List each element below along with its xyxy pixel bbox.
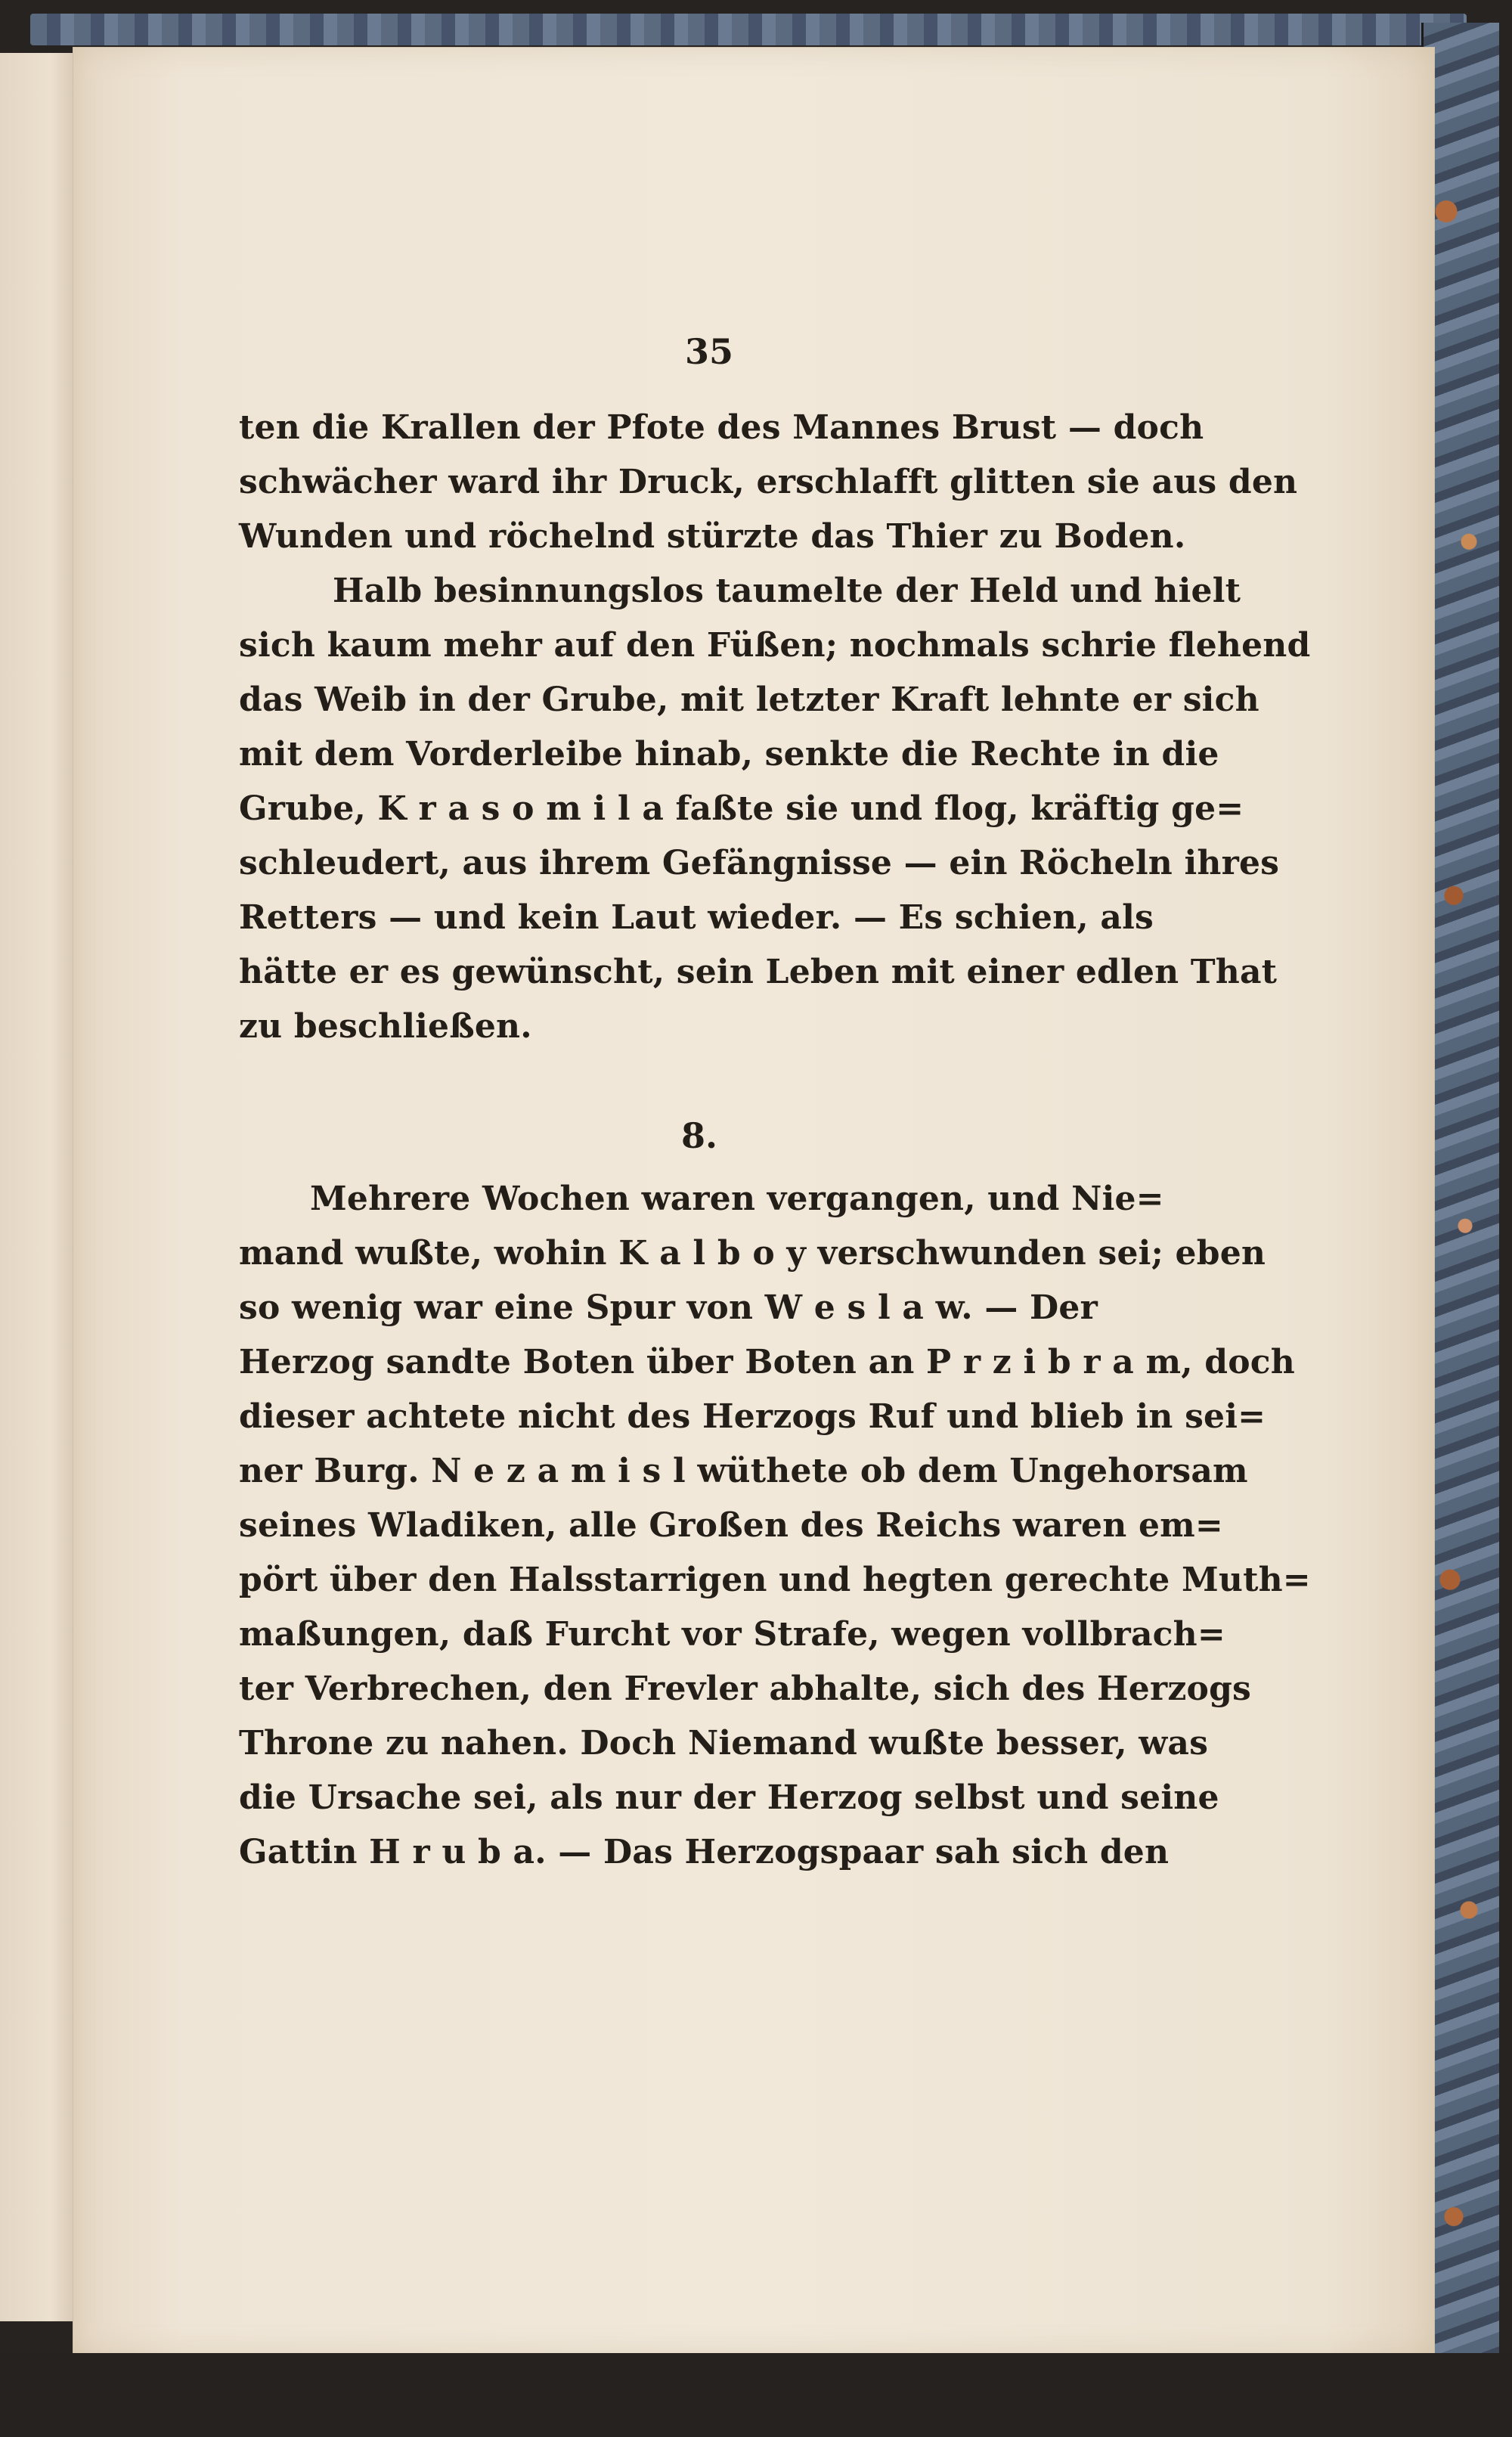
text-line: hätte er es gewünscht, sein Leben mit einer edlen That	[239, 953, 1278, 991]
page-number: 35	[684, 331, 733, 372]
text-line: mit dem Vorderleibe hinab, senkte die Rechte in die	[239, 735, 1219, 774]
text-line: pört über den Halsstarrigen und hegten gerechte Muth=	[239, 1561, 1311, 1599]
text-line: seines Wladiken, alle Großen des Reichs waren em=	[239, 1506, 1223, 1545]
text-line: maßungen, daß Furcht vor Strafe, wegen vollbrach=	[239, 1615, 1225, 1654]
text-line: schwächer ward ihr Druck, erschlafft glitten sie aus den	[239, 463, 1298, 501]
text-line: Herzog sandte Boten über Boten an P r z i b r a m, doch	[239, 1343, 1295, 1381]
section-number: 8.	[680, 1115, 718, 1156]
text-line: ter Verbrechen, den Frevler abhalte, sich des Herzogs	[239, 1670, 1252, 1708]
book-cover-top	[30, 14, 1467, 45]
text-line: Halb besinnungslos taumelte der Held und hielt	[333, 572, 1241, 610]
text-line: schleudert, aus ihrem Gefängnisse — ein Röcheln ihres	[239, 844, 1280, 882]
text-line: ner Burg. N e z a m i s l wüthete ob dem Ungehorsam	[239, 1452, 1248, 1490]
text-line: Retters — und kein Laut wieder. — Es schien, als	[239, 898, 1154, 937]
text-line: das Weib in der Grube, mit letzter Kraft lehnte er sich	[239, 681, 1259, 719]
text-line: dieser achtete nicht des Herzogs Ruf und blieb in sei=	[239, 1397, 1266, 1436]
previous-page-edge	[0, 53, 74, 2321]
text-line: ten die Krallen der Pfote des Mannes Brust — doch	[239, 408, 1204, 447]
scan-bottom-background	[0, 2353, 1512, 2437]
text-line: zu beschließen.	[239, 1007, 532, 1046]
text-line: sich kaum mehr auf den Füßen; nochmals schrie flehend	[239, 626, 1311, 665]
text-line: so wenig war eine Spur von W e s l a w. — Der	[239, 1288, 1098, 1327]
text-line: die Ursache sei, als nur der Herzog selbst und seine	[239, 1778, 1219, 1817]
text-line: Wunden und röchelnd stürzte das Thier zu Boden.	[239, 517, 1186, 556]
text-line: mand wußte, wohin K a l b o y verschwunden sei; eben	[239, 1234, 1266, 1273]
text-line: Mehrere Wochen waren vergangen, und Nie=	[310, 1180, 1164, 1218]
text-line: Gattin H r u b a. — Das Herzogspaar sah sich den	[239, 1833, 1170, 1871]
text-line: Grube, K r a s o m i l a faßte sie und flog, kräftig ge=	[239, 789, 1244, 828]
text-line: Throne zu nahen. Doch Niemand wußte besser, was	[239, 1724, 1209, 1763]
